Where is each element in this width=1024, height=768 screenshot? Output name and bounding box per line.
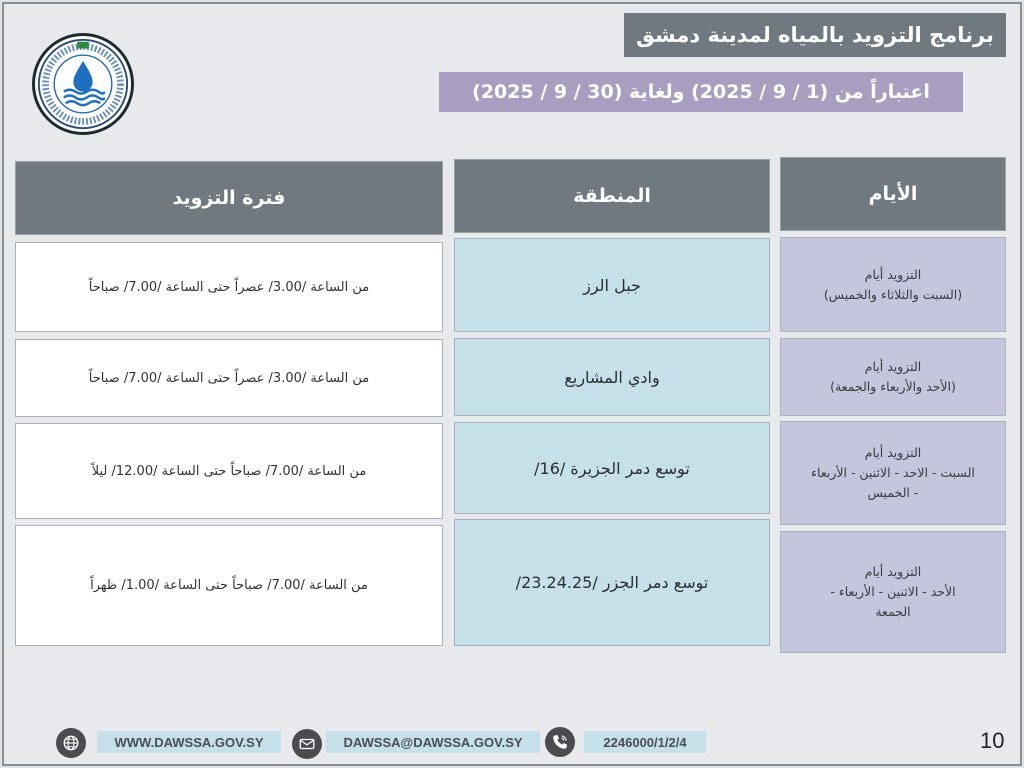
- date-range-subtitle: اعتباراً من (1 / 9 / 2025) ولغاية (30 / 9 / 2025): [439, 72, 963, 112]
- page-number: 10: [980, 728, 1005, 753]
- column-header-period: فترة التزويد: [15, 161, 443, 235]
- row-2-days: التزويد أيام (الأحد والأربعاء والجمعة): [780, 338, 1006, 416]
- phone-number: 2246000/1/2/4: [584, 731, 706, 753]
- row-3-area: توسع دمر الجزيرة /16/: [454, 422, 770, 514]
- row-4-days: التزويد أيام الأحد - الاثنين - الأربعاء - الجمعة: [780, 531, 1006, 653]
- row-2-period: من الساعة /3.00/ عصراً حتى الساعة /7.00/ صباحاً: [15, 339, 443, 417]
- row-3-days: التزويد أيام السبت - الاحد - الاثنين - الأربعاء - الخميس: [780, 421, 1006, 525]
- email-link[interactable]: DAWSSA@DAWSSA.GOV.SY: [326, 731, 540, 753]
- page-title: برنامج التزويد بالمياه لمدينة دمشق: [624, 13, 1006, 57]
- water-drop-emblem-icon: [35, 36, 131, 132]
- row-3-period: من الساعة /7.00/ صباحاً حتى الساعة /12.00/ ليلاً: [15, 423, 443, 519]
- organization-logo: [32, 33, 134, 135]
- row-4-area: توسع دمر الجزر /23.24.25/: [454, 519, 770, 646]
- row-1-area: جبل الرز: [454, 238, 770, 332]
- row-4-period: من الساعة /7.00/ صباحاً حتى الساعة /1.00/ ظهراً: [15, 525, 443, 646]
- phone-icon: [545, 727, 575, 757]
- mail-icon: [292, 729, 322, 759]
- row-2-area: وادي المشاريع: [454, 338, 770, 416]
- globe-icon: [56, 728, 86, 758]
- column-header-area: المنطقة: [454, 159, 770, 233]
- row-1-days: التزويد أيام (السبت والثلاثاء والخميس): [780, 237, 1006, 332]
- column-header-days: الأيام: [780, 157, 1006, 231]
- row-1-period: من الساعة /3.00/ عصراً حتى الساعة /7.00/ صباحاً: [15, 242, 443, 332]
- website-link[interactable]: WWW.DAWSSA.GOV.SY: [97, 731, 281, 753]
